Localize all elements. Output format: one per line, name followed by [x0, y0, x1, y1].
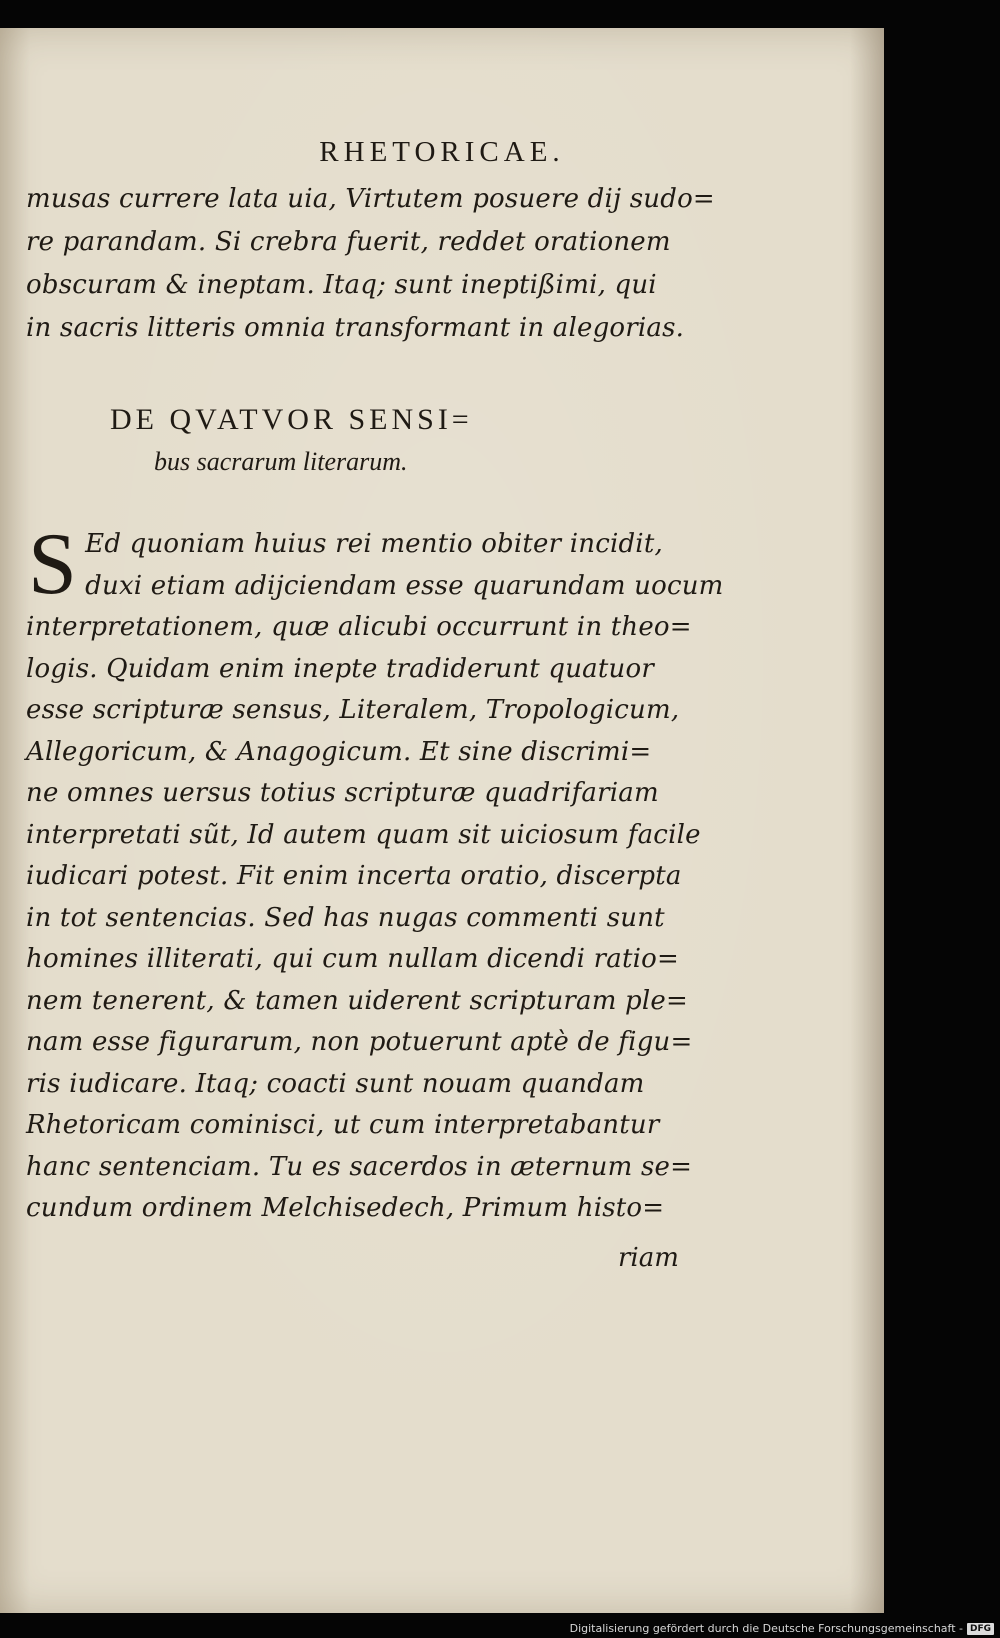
- book-page: [0, 28, 884, 1613]
- text-line: re parandam. Si crebra fuerit, reddet orationem: [26, 227, 671, 257]
- text-line: nam esse figurarum, non potuerunt aptè de figu=: [26, 1027, 693, 1057]
- heading-line-1: DE QVATVOR SENSI=: [110, 403, 473, 436]
- text-line: ris iudicare. Itaq; coacti sunt nouam quandam: [26, 1068, 645, 1099]
- text-line: duxi etiam adijciendam esse quarundam uocum: [85, 570, 724, 601]
- text-line: esse scripturæ sensus, Literalem, Tropologicum,: [26, 695, 680, 725]
- text-line: in sacris litteris omnia transformant in alegorias.: [26, 313, 685, 343]
- text-line: nem tenerent, & tamen uiderent scripturam ple=: [26, 985, 688, 1016]
- text-line: obscuram & ineptam. Itaq; sunt ineptißimi, qui: [26, 270, 657, 300]
- text-line: cundum ordinem Melchisedech, Primum histo=: [26, 1193, 665, 1223]
- text-line: hanc sentenciam. Tu es sacerdos in æternum se=: [26, 1151, 693, 1182]
- footer-text: Digitalisierung gefördert durch die Deutsche Forschungsgemeinschaft -: [569, 1622, 963, 1635]
- text-line: interpretationem, quæ alicubi occurrunt in theo=: [26, 612, 692, 642]
- text-line: Allegoricum, & Anagogicum. Et sine discrimi=: [26, 736, 652, 767]
- text-line: interpretati sũt, Id autem quam sit uiciosum facile: [26, 819, 701, 850]
- text-line: musas currere lata uia, Virtutem posuere dij sudo=: [26, 184, 715, 214]
- footer-credit: [570, 1622, 994, 1635]
- text-line: in tot sentencias. Sed has nugas commenti sunt: [26, 902, 665, 933]
- drop-cap: S: [28, 516, 78, 613]
- paragraph-1: [26, 178, 715, 350]
- text-line: Rhetoricam cominisci, ut cum interpretabantur: [26, 1110, 660, 1140]
- section-heading: [110, 398, 473, 482]
- text-line: ne omnes uersus totius scripturæ quadrifariam: [26, 778, 659, 808]
- heading-line-2: bus sacrarum literarum.: [154, 447, 408, 476]
- running-head: RHETORICAE.: [319, 136, 565, 168]
- text-line: iudicari potest. Fit enim incerta oratio, discerpta: [26, 861, 682, 891]
- dfg-logo: DFG: [967, 1623, 994, 1635]
- paragraph-2: [26, 516, 724, 1230]
- catchword: riam: [618, 1243, 679, 1273]
- text-line: homines illiterati, qui cum nullam dicendi ratio=: [26, 944, 679, 974]
- text-line: Ed quoniam huius rei mentio obiter incidit,: [85, 529, 663, 559]
- text-line: logis. Quidam enim inepte tradiderunt quatuor: [26, 653, 654, 684]
